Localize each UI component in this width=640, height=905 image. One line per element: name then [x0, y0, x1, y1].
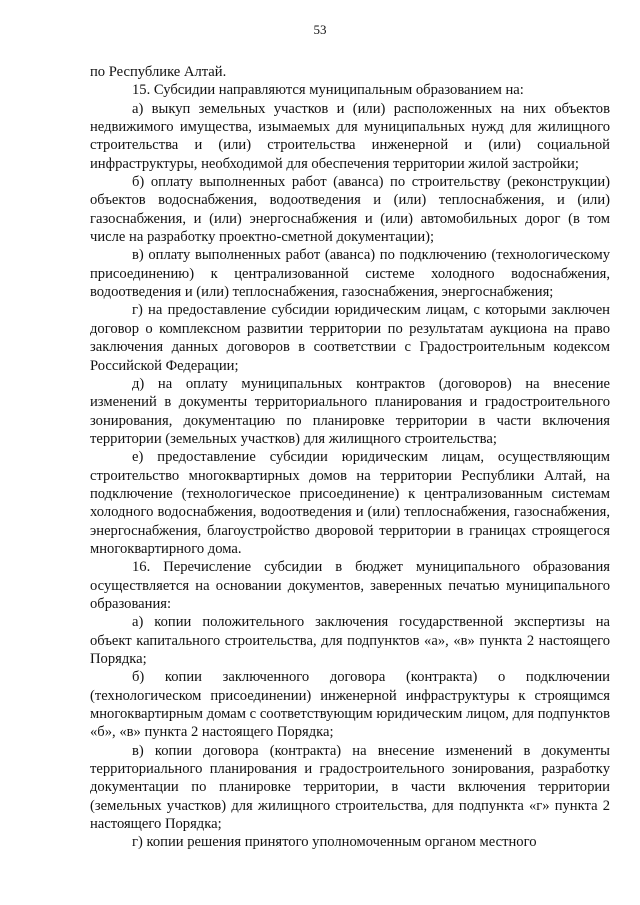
- paragraph: г) на предоставление субсидии юридическим лицам, с которыми заключен договор о комплексном развитии территории по результатам аукциона на право заключения данных договоров в соответствии с Градостроительным кодексом Российской Федерации;: [90, 302, 610, 374]
- paragraph: а) выкуп земельных участков и (или) расположенных на них объектов недвижимого имущества, изымаемых для муниципальных нужд для жилищного строительства и (или) строительства инженерной и (или) социальной инфраструктуры, необходимой для обеспечения территории жилой застройки;: [90, 100, 610, 172]
- paragraph: в) копии договора (контракта) на внесение изменений в документы территориального планирования и градостроительного зонирования, разработку документации по планировке территории, в части включения территории (земельных участков) для жилищного строительства, для подпункта «г» пункта 2 настоящего Порядка;: [90, 742, 610, 833]
- page-number: 53: [313, 22, 327, 37]
- document-body: [90, 63, 610, 852]
- paragraph: г) копии решения принятого уполномоченным органом местного: [132, 834, 537, 851]
- paragraph: д) на оплату муниципальных контрактов (договоров) на внесение изменений в документы территориального планирования и градостроительного зонирования, документацию по планировке территории в части включения территории (земельных участков) для жилищного строительства;: [90, 375, 610, 447]
- paragraph: 15. Субсидии направляются муниципальным образованием на:: [132, 82, 524, 99]
- paragraph: б) оплату выполненных работ (аванса) по строительству (реконструкции) объектов водоснабжения, водоотведения и (или) теплоснабжения, и (или) газоснабжения, и (или) энергоснабжения и (или) автомобильных дорог (в том числе на разработку проектно-сметной документации);: [90, 174, 610, 246]
- paragraph: а) копии положительного заключения государственной экспертизы на объект капитального строительства, для подпунктов «а», «в» пункта 2 настоящего Порядка;: [90, 614, 610, 667]
- paragraph: б) копии заключенного договора (контракта) о подключении (технологическом присоединении) инженерной инфраструктуры к строящимся многоквартирным домам с соответствующим юридическим лицом, для подпунктов «б», «в» пункта 2 настоящего Порядка;: [90, 669, 610, 741]
- paragraph: е) предоставление субсидии юридическим лицам, осуществляющим строительство многоквартирных домов на территории Республики Алтай, на подключение (технологическое присоединение) к централизованным системам холодного водоснабжения, водоотведения и (или) теплоснабжения, газоснабжения, энергоснабжения, благоустройство дворовой территории в границах строящегося многоквартирного дома.: [90, 449, 610, 557]
- paragraph: 16. Перечисление субсидии в бюджет муниципального образования осуществляется на основании документов, заверенных печатью муниципального образования:: [90, 559, 610, 612]
- paragraph: по Республике Алтай.: [90, 64, 227, 80]
- paragraph: в) оплату выполненных работ (аванса) по подключению (технологическому присоединению) к централизованной системе холодного водоснабжения, водоотведения и (или) теплоснабжения, газоснабжения, энергоснабжения;: [90, 247, 610, 301]
